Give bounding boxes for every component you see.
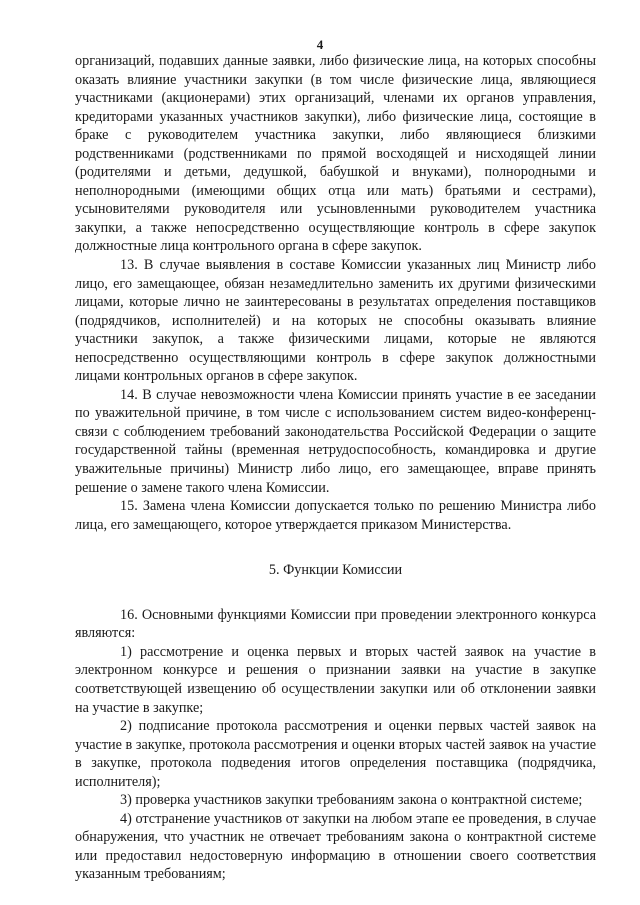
page-number: 4 <box>316 37 324 52</box>
list-item-2: 2) подписание протокола рассмотрения и оценки первых частей заявок на участие в закупке, протокола рассмотрения и оценки вторых частей заявок на участие в закупке, протокола подведения итогов определения поставщика (подрядчика, исполнителя); <box>75 718 596 790</box>
list-item-1: 1) рассмотрение и оценка первых и вторых частей заявок на участие в электронном конкурсе и решения о признании заявки на участие в закупке соответствующей извещению об осуществлении закупки или об отклонении заявки на участие в закупке; <box>75 643 596 716</box>
list-item-4: 4) отстранение участников от закупки на любом этапе ее проведения, в случае обнаружения, что участник не отвечает требованиям закона о контрактной системе или предоставил недостоверную информацию в отношении своего соответствия указанным требованиям; <box>75 810 596 883</box>
paragraph-16: 16. Основными функциями Комиссии при проведении электронного конкурса являются: <box>75 606 596 642</box>
list-item-3: 3) проверка участников закупки требованиям закона о контрактной системе; <box>120 792 583 809</box>
paragraph-15: 15. Замена члена Комиссии допускается только по решению Министра либо лица, его замещающего, которое утверждается приказом Министерства. <box>75 498 596 533</box>
paragraph-13: 13. В случае выявления в составе Комиссии указанных лиц Министр либо лицо, его замещающее, обязан незамедлительно заменить их другими физическими лицами, которые лично не заинтересованы в результатах определения поставщиков (подрядчиков, исполнителей) и на которых не способны оказывать влияние участники закупок, а также физическими лицами, которые не являются непосредственно осуществляющими контроль в сфере закупок должностными лицами контрольных органов в сфере закупок. <box>75 257 596 385</box>
section-heading: 5. Функции Комиссии <box>268 562 403 579</box>
paragraph-14: 14. В случае невозможности члена Комиссии принять участие в ее заседании по уважительной причине, в том числе с использованием систем видео-конференц-связи с соблюдением требований законодательства Российской Федерации о защите государственной тайны (временная нетрудоспособность, командировка и другие уважительные причины) Министр либо лицо, его замещающее, вправе принять решение о замене такого члена Комиссии. <box>75 386 596 496</box>
document-body <box>75 52 596 884</box>
paragraph-continuation: организаций, подавших данные заявки, либо физические лица, на которых способны оказать влияние участники закупки (в том числе физические лица, являющиеся участниками (акционерами) этих организаций, членами их органов управления, кредиторами указанных участников закупки), либо физические лица, состоящие в браке с руководителем участника закупки, либо являющиеся близкими родственниками (родственниками по прямой восходящей и нисходящей линии (родителями и детьми, дедушкой, бабушкой и внуками), полнородными и неполнородными (имеющими общих отца или мать) братьями и сестрами), усыновителями руководителя или усыновленными руководителем участника закупки, а также непосредственно осуществляющие контроль в сфере закупок должностные лица контрольного органа в сфере закупок. <box>75 53 596 255</box>
